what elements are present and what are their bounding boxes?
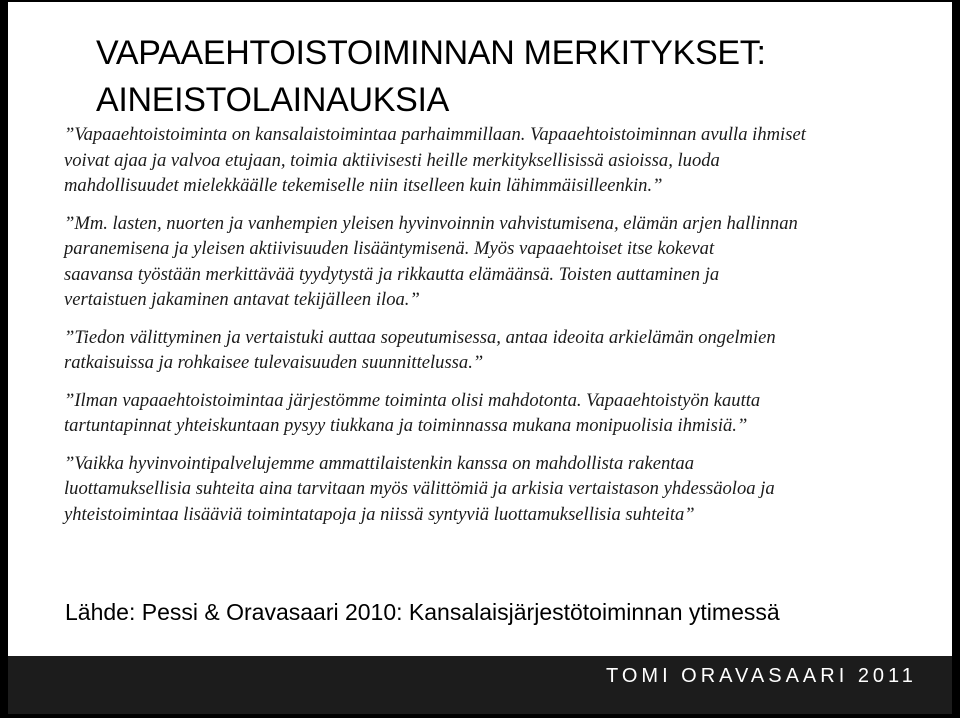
quote-item (64, 451, 934, 528)
footer-bar (8, 656, 952, 714)
quote-line: ratkaisuissa ja rohkaisee tulevaisuuden suunnittelussa.” (64, 352, 484, 373)
slide-title-line: VAPAAEHTOISTOIMINNAN MERKITYKSET: (96, 34, 766, 72)
quote-line: ”Ilman vapaaehtoistoimintaa järjestömme toiminta olisi mahdotonta. Vapaaehtoistyön kautta (64, 389, 761, 411)
quote-line: mahdollisuudet mielekkäälle tekemiselle niin itselleen kuin lähimmäisilleenkin.” (64, 175, 663, 196)
quote-line: ”Mm. lasten, nuorten ja vanhempien yleisen hyvinvoinnin vahvistumisena, elämän arjen hallinnan (64, 212, 798, 234)
source-citation: Lähde: Pessi & Oravasaari 2010: Kansalaisjärjestötoiminnan ytimessä (65, 599, 780, 625)
slide-title-line: AINEISTOLAINAUKSIA (96, 81, 449, 119)
quote-line: ”Vaikka hyvinvointipalvelujemme ammattilaistenkin kanssa on mahdollista rakentaa (64, 452, 695, 474)
slide (8, 2, 952, 714)
quote-line: ”Tiedon välittyminen ja vertaistuki auttaa sopeutumisessa, antaa ideoita arkielämän ongelmien (64, 326, 776, 348)
quote-line: ”Vapaaehtoistoiminta on kansalaistoimintaa parhaimmillaan. Vapaaehtoistoiminnan avulla ihmiset (64, 124, 806, 145)
slide-title (96, 30, 896, 124)
quote-line: vertaistuen jakaminen antavat tekijälleen iloa.” (64, 289, 420, 310)
quote-line: yhteistoimintaa lisääviä toimintatapoja ja niissä syntyviä luottamuksellisia suhteita” (64, 503, 695, 525)
quote-line: paranemisena ja yleisen aktiivisuuden lisääntymisenä. Myös vapaaehtoiset itse kokevat (64, 238, 715, 259)
quote-item (64, 388, 934, 439)
quote-line: voivat ajaa ja valvoa etujaan, toimia aktiivisesti heille merkityksellisissä asioissa, luoda (64, 149, 720, 171)
quote-item (64, 122, 934, 199)
quote-line: luottamuksellisia suhteita aina tarvitaan myös välittömiä ja arkisia vertaistason yhdessäoloa ja (64, 478, 775, 499)
quote-item (64, 325, 934, 376)
quote-line: saavansa työstään merkittävää tyydytystä ja rikkautta elämäänsä. Toisten auttaminen ja (64, 263, 720, 285)
quote-list (64, 122, 934, 539)
quote-item (64, 211, 934, 313)
footer-author: TOMI ORAVASAARI 2011 (606, 665, 917, 687)
quote-line: tartuntapinnat yhteiskuntaan pysyy tiukkana ja toiminnassa mukana monipuolisia ihmisiä.” (64, 415, 748, 436)
